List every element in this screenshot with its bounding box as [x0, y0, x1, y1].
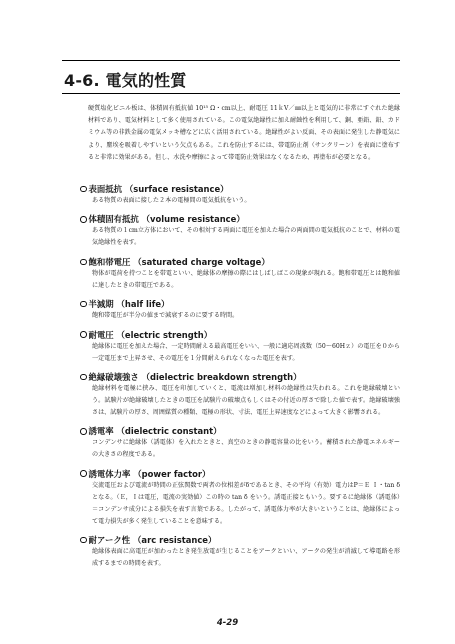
term-list	[80, 183, 400, 577]
circle-bullet-icon	[80, 186, 87, 193]
term-definition: ある物質の１cm立方体において、その相対する両面に電圧を加えた場合の両面間の電気抵抗のことで、材料の電気絶縁性を表す。	[92, 227, 400, 247]
term-definition: ある物質の表面に接した２本の電極間の電気抵抗をいう。	[92, 197, 251, 204]
term-heading: 飽和帯電圧 （saturated charge voltage）	[88, 256, 270, 267]
term-definition: 飽和帯電圧が半分の値まで減衰するのに要する時間。	[92, 312, 239, 320]
term-definition: 交流電圧および電流が時間の正弦関数で両者の位相差がδであるとき、その平均（有効）電力はP＝Ｅ Ｉ・tan δ となる。（Ｅ，Ｉは電圧，電流の実効値）この時の tan δ をいう。誘電正接ともいう。要するに絶縁体（誘電体）＝コンデンサ成分による損失を表す言葉である。したがって、誘電体力率が大きいということは、絶縁体によって電力損失が多く発生していることを意味する。	[92, 481, 400, 525]
term-half-life	[80, 298, 400, 322]
circle-bullet-icon	[80, 470, 87, 477]
term-definition: コンデンサに絶縁体（誘電体）を入れたときと、真空のときの静電容量の比をいう。蓄積された静電エネルギーの大きさの程度である。	[92, 439, 400, 459]
term-saturated-charge-voltage	[80, 256, 400, 292]
term-heading: 誘電体力率 （power factor）	[88, 468, 211, 479]
term-dielectric-constant	[80, 425, 400, 461]
term-surface-resistance	[80, 183, 400, 207]
term-heading: 体積固有抵抗 （volume resistance）	[88, 214, 245, 225]
section-title: 4-6. 電気的性質	[64, 71, 187, 90]
circle-bullet-icon	[80, 301, 87, 308]
term-dielectric-breakdown-strength	[80, 371, 400, 419]
term-volume-resistance	[80, 213, 400, 249]
term-heading: 半減期 （half life）	[88, 299, 170, 310]
circle-bullet-icon	[80, 374, 87, 381]
circle-bullet-icon	[80, 331, 87, 338]
term-heading: 耐電圧 （electric strength）	[88, 329, 213, 340]
title-bar	[62, 60, 400, 94]
circle-bullet-icon	[80, 216, 87, 223]
page-number: 4-29	[216, 618, 239, 628]
term-definition: 絶縁体表面に高電圧が加わったとき発生放電が生じることをアークといい、アークの発生が消滅して導電路を形成するまでの時間を表す。	[92, 548, 400, 568]
circle-bullet-icon	[80, 428, 87, 435]
term-electric-strength	[80, 329, 400, 365]
intro-paragraph: 硬質塩化ビニル板は、体積固有抵抗値 10¹⁵ Ω・cm以上、耐電圧 11ｋV／㎜以上と電気的に非常にすぐれた絶縁材料であり、電気材料として多く使用されている。この電気絶縁性に加え耐蝕性を利用して、銅、亜鉛、鉛、カドミウム等の非鉄金属の電気メッキ槽などに広く活用されている。絶縁性がよい反面、その表面に発生した静電気により、塵埃を吸着しやすいという欠点もある。これを防止するには、帯電防止剤（サンクリーン）を表面に塗布すると非常に効果がある。但し、水洗や摩擦によって帯電防止効果はなくなるため、再塗布が必要となる。	[88, 105, 400, 161]
term-power-factor	[80, 468, 400, 528]
circle-bullet-icon	[80, 259, 87, 266]
circle-bullet-icon	[80, 537, 87, 544]
term-heading: 絶縁破壊強さ （dielectric breakdown strength）	[88, 371, 302, 382]
term-definition: 絶縁材料を電極に挟み、電圧を印加していくと、電流は増加し材料の絶縁性は失われる。これを絶縁破壊という。試験片が絶縁破壊したときの電圧を試験片の破壊点もしくはその付近の厚さで除した値で表す。絶縁破壊強さは、試験片の厚さ、周囲媒質の種類、電極の形状、寸法、電圧上昇速度などによって大きく影響される。	[92, 384, 400, 416]
term-definition: 物体が電荷を持つことを帯電といい、絶縁体の摩擦の際にはしばしばこの現象が現れる。飽和帯電圧とは飽和値に達したときの帯電圧である。	[92, 269, 400, 289]
term-definition: 絶縁体に電圧を加えた場合、一定時間耐える最高電圧をいい、一般に適応周波数（50～60Hｚ）の電圧を０から一定電圧まで上昇させ、その電圧を１分間耐えられなくなった電圧を表す。	[92, 342, 400, 362]
term-heading: 誘電率 （dielectric constant）	[88, 426, 222, 437]
term-heading: 耐アーク性 （arc resistance）	[88, 535, 217, 546]
term-heading: 表面抵抗 （surface resistance）	[88, 184, 229, 194]
term-arc-resistance	[80, 534, 400, 570]
